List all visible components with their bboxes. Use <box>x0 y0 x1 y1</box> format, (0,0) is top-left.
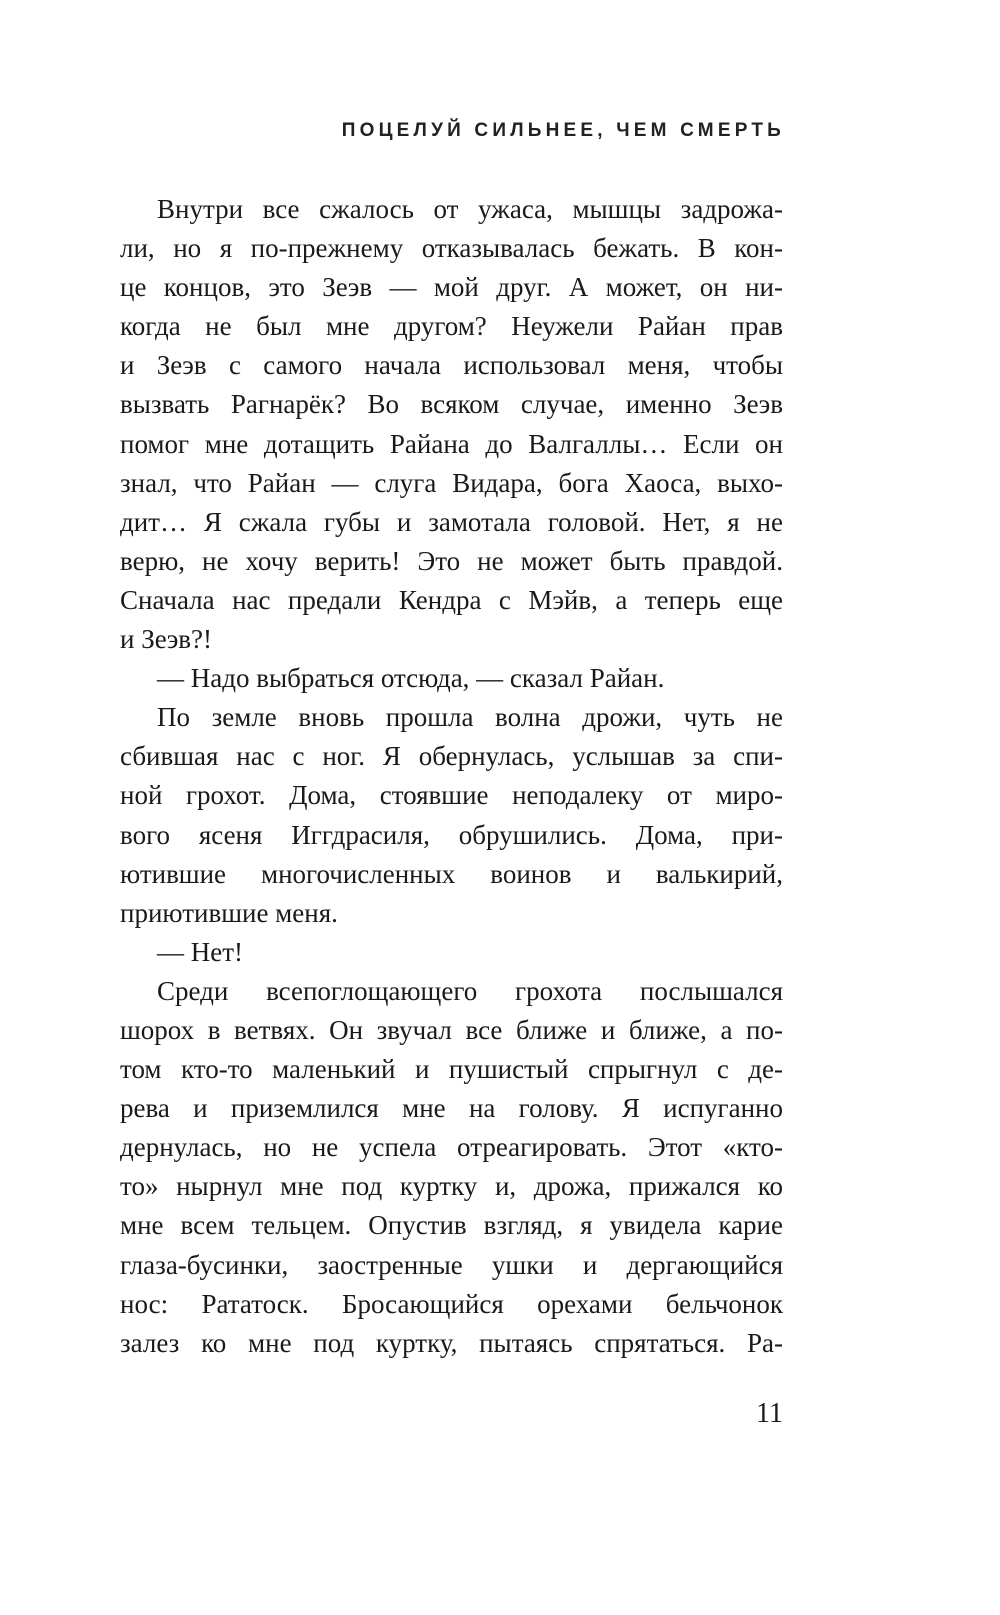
page-number: 11 <box>756 1398 783 1429</box>
text-line: ной грохот. Дома, стоявшие неподалеку от миро- <box>120 780 783 811</box>
text-line: — Нет! <box>157 936 244 967</box>
text-line: дит… Я сжала губы и замотала головой. Нет, я не <box>120 506 783 537</box>
text-line: глаза-бусинки, заостренные ушки и дергающийся <box>120 1249 783 1280</box>
text-line: шорох в ветвях. Он звучал все ближе и ближе, а по- <box>120 1014 783 1045</box>
text-line: ютившие многочисленных воинов и валькирий, <box>120 858 783 889</box>
text-line: вызвать Рагнарёк? Во всяком случае, именно Зеэв <box>120 389 783 420</box>
text-line: и Зеэв?! <box>120 624 213 655</box>
text-line: По земле вновь прошла волна дрожи, чуть не <box>157 702 783 733</box>
text-line: вого ясеня Иггдрасиля, обрушились. Дома, при- <box>120 819 783 850</box>
text-line: Внутри все сжалось от ужаса, мышцы задрожа- <box>157 194 783 224</box>
running-header: ПОЦЕЛУЙ СИЛЬНЕЕ, ЧЕМ СМЕРТЬ <box>341 120 785 141</box>
text-line: нос: Рататоск. Бросающийся орехами бельчонок <box>120 1288 783 1319</box>
text-line: сбившая нас с ног. Я обернулась, услышав за спи- <box>120 741 783 772</box>
text-line: це концов, это Зеэв — мой друг. А может, он ни- <box>120 272 783 303</box>
text-line: Сначала нас предали Кендра с Мэйв, а теперь еще <box>120 584 783 615</box>
text-line: приютившие меня. <box>120 897 338 928</box>
text-line: помог мне дотащить Райана до Валгаллы… Если он <box>120 428 783 459</box>
page-body-text <box>120 190 783 1363</box>
text-line: и Зеэв с самого начала использовал меня, чтобы <box>120 350 783 381</box>
text-line: ли, но я по-прежнему отказывалась бежать. В кон- <box>120 233 783 264</box>
text-line: когда не был мне другом? Неужели Райан прав <box>120 311 783 342</box>
text-line: том кто-то маленький и пушистый спрыгнул с де- <box>120 1054 783 1085</box>
text-line: верю, не хочу верить! Это не может быть правдой. <box>120 545 783 576</box>
text-line: — Надо выбраться отсюда, — сказал Райан. <box>157 663 665 694</box>
text-line: мне всем тельцем. Опустив взгляд, я увидела карие <box>120 1210 783 1241</box>
text-line: рева и приземлился мне на голову. Я испуганно <box>120 1093 783 1124</box>
text-line: знал, что Райан — слуга Видара, бога Хаоса, выхо- <box>120 467 783 498</box>
text-line: Среди всепоглощающего грохота послышался <box>157 975 783 1006</box>
text-line: дернулась, но не успела отреагировать. Этот «кто- <box>120 1132 783 1163</box>
text-line: то» нырнул мне под куртку и, дрожа, прижался ко <box>120 1171 783 1202</box>
text-line: залез ко мне под куртку, пытаясь спрятаться. Ра- <box>120 1327 783 1358</box>
